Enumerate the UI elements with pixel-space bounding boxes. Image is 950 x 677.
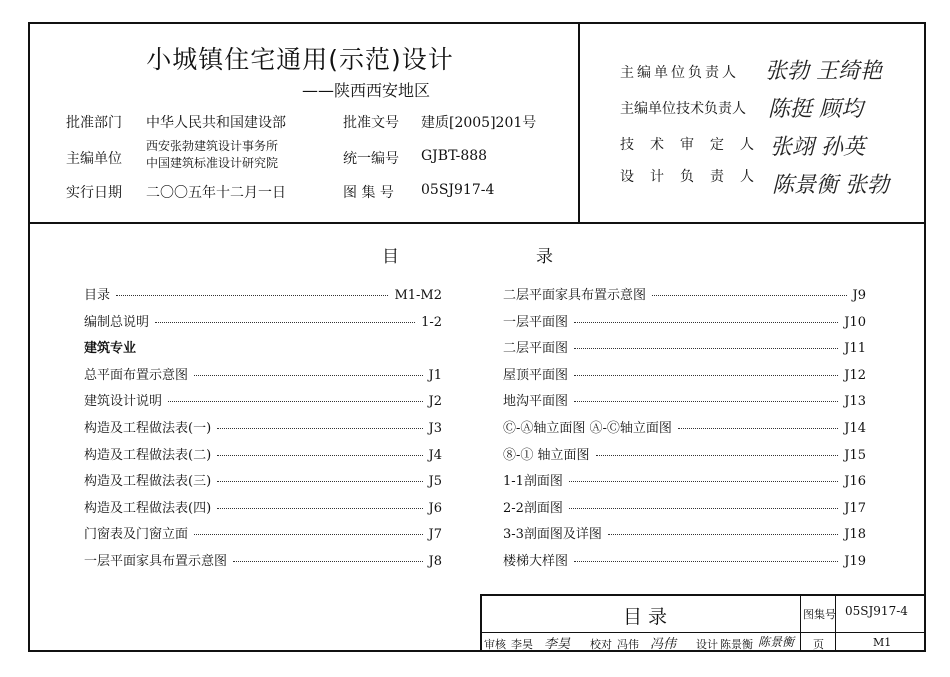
title-block-check-label: 校对 [590, 638, 612, 651]
toc-entry-page: J3 [428, 421, 442, 436]
toc-entry-page: J2 [428, 394, 442, 410]
title-block-review-name: 李昊 [511, 638, 533, 651]
toc-entry-page: J9 [852, 288, 866, 303]
toc-entry-page: J17 [844, 500, 866, 516]
toc-entry [503, 550, 866, 568]
toc-entry-title: Ⓒ-Ⓐ轴立面图 Ⓐ-Ⓒ轴立面图 [503, 421, 672, 436]
toc-leader-dots [217, 455, 422, 456]
toc-entry [84, 417, 442, 435]
toc-entry-page: J10 [844, 314, 866, 330]
unified-no-label: 统一编号 [343, 151, 399, 167]
toc-entry-page: J7 [428, 527, 442, 543]
toc-entry-page: J12 [844, 367, 866, 383]
title-block-check-name: 冯伟 [617, 638, 639, 651]
toc-entry [503, 523, 866, 541]
title-block-review-sig: 李昊 [544, 637, 571, 652]
title-block-atlas-no: 05SJ917-4 [845, 604, 908, 618]
approval-dept: 中华人民共和国建设部 [146, 115, 286, 131]
toc-entry-page: J11 [844, 341, 866, 357]
toc-leader-dots [678, 428, 838, 429]
toc-entry-title: 构造及工程做法表(二) [84, 447, 212, 463]
document-title: 小城镇住宅通用(示范)设计 [146, 45, 454, 74]
toc-entry-page: M1-M2 [394, 288, 442, 303]
toc-entry [503, 444, 866, 462]
toc-leader-dots [574, 348, 838, 349]
toc-entry [84, 390, 442, 408]
title-block-design-name: 陈景衡 [720, 638, 753, 651]
toc-entry-page: J19 [844, 554, 866, 569]
chief-tech-head-signatures: 陈挺 顾均 [768, 97, 863, 122]
toc-entry [84, 550, 442, 568]
effective-date: 二〇〇五年十二月一日 [146, 185, 286, 201]
atlas-no-label: 图 集 号 [343, 185, 394, 201]
toc-leader-dots [217, 508, 422, 509]
toc-entry-page: J6 [428, 500, 442, 516]
toc-leader-dots [233, 561, 423, 562]
toc-entry-title: 目录 [84, 288, 111, 303]
toc-section-title: 建筑专业 [84, 341, 137, 357]
toc-leader-dots [608, 534, 838, 535]
toc-entry-title: 2-2剖面图 [503, 500, 563, 516]
toc-entry-title: 二层平面家具布置示意图 [503, 288, 647, 303]
toc-entry-title: 构造及工程做法表(三) [84, 474, 212, 490]
toc-entry [503, 470, 866, 488]
title-block-review-label: 审核 [484, 638, 506, 651]
toc-leader-dots [652, 295, 847, 296]
toc-entry-page: J13 [844, 394, 866, 410]
toc-entry-title: 二层平面图 [503, 341, 569, 357]
toc-leader-dots [194, 534, 423, 535]
toc-leader-dots [574, 561, 838, 562]
toc-leader-dots [217, 428, 422, 429]
toc-leader-dots [574, 375, 838, 376]
toc-entry-title: 构造及工程做法表(四) [84, 500, 212, 516]
chief-unit-label: 主编单位 [66, 151, 122, 167]
toc-leader-dots [569, 481, 838, 482]
toc-entry [503, 497, 866, 515]
toc-entry-title: 屋顶平面图 [503, 367, 569, 383]
toc-entry [84, 497, 442, 515]
toc-entry [503, 364, 866, 382]
toc-leader-dots [168, 401, 423, 402]
toc-entry-title: 地沟平面图 [503, 394, 569, 410]
toc-leader-dots [596, 455, 839, 456]
unified-no: GJBT-888 [421, 148, 488, 164]
toc-leader-dots [217, 481, 422, 482]
toc-entry [503, 311, 866, 329]
toc-leader-dots [574, 401, 838, 402]
title-block-page-label: 页 [813, 638, 824, 651]
toc-entry-title: 编制总说明 [84, 314, 150, 330]
toc-entry [84, 470, 442, 488]
toc-entry-title: 3-3剖面图及详图 [503, 527, 602, 543]
toc-entry-title: 构造及工程做法表(一) [84, 421, 212, 436]
toc-entry-title: 一层平面图 [503, 314, 569, 330]
toc-leader-dots [155, 322, 415, 323]
toc-entry-page: J5 [428, 474, 442, 490]
toc-entry [503, 337, 866, 355]
toc-entry-title: 1-1剖面图 [503, 474, 563, 490]
toc-entry-page: J1 [428, 367, 442, 383]
title-block-name: 目 录 [622, 606, 668, 628]
tech-reviewer-label: 技术审定人 [620, 137, 770, 153]
toc-leader-dots [569, 508, 838, 509]
toc-entry [84, 364, 442, 382]
toc-entry-title: 建筑设计说明 [84, 394, 163, 410]
title-block-page-no: M1 [873, 636, 892, 649]
toc-leader-dots [116, 295, 388, 296]
toc-entry-page: J16 [844, 474, 866, 490]
toc-entry [503, 417, 866, 435]
chief-unit-head-signatures: 张勃 王绮艳 [765, 59, 882, 84]
toc-entry [84, 444, 442, 462]
title-block-design-label: 设计 [696, 638, 718, 651]
approval-doc: 建质[2005]201号 [421, 115, 537, 131]
toc-entry-page: J8 [428, 554, 442, 569]
header-vertical-divider [578, 22, 580, 223]
toc-leader-dots [574, 322, 838, 323]
toc-entry [84, 284, 442, 302]
chief-unit-line2: 中国建筑标准设计研究院 [146, 156, 279, 170]
toc-entry-title: 门窗表及门窗立面 [84, 527, 189, 543]
approval-doc-label: 批准文号 [343, 115, 399, 131]
atlas-no: 05SJ917-4 [421, 182, 495, 198]
chief-tech-head-label: 主编单位技术负责人 [620, 101, 746, 117]
toc-section-heading [84, 337, 442, 355]
approval-dept-label: 批准部门 [66, 115, 122, 131]
toc-entry [84, 523, 442, 541]
toc-entry-title: 楼梯大样图 [503, 554, 569, 569]
design-lead-signatures: 陈景衡 张勃 [772, 173, 889, 198]
toc-entry [503, 390, 866, 408]
toc-entry [84, 311, 442, 329]
chief-unit-head-label: 主编单位负责人 [620, 65, 739, 81]
document-subtitle: ——陕西西安地区 [301, 81, 430, 100]
title-block-atlas-label: 图集号 [803, 608, 836, 621]
toc-entry-page: J14 [844, 421, 866, 436]
tech-reviewer-signatures: 张翊 孙英 [770, 135, 865, 160]
toc-entry-title: 总平面布置示意图 [84, 367, 189, 383]
toc-entry-title: ⑧-① 轴立面图 [503, 447, 590, 463]
toc-entry-page: 1-2 [421, 314, 442, 330]
effective-date-label: 实行日期 [66, 185, 122, 201]
toc-entry-page: J4 [428, 447, 442, 463]
toc-entry-title: 一层平面家具布置示意图 [84, 554, 228, 569]
design-lead-label: 设计负责人 [620, 169, 770, 185]
toc-leader-dots [194, 375, 423, 376]
header-divider [28, 222, 926, 224]
toc-heading-left: 目 [382, 247, 399, 267]
title-block-design-sig: 陈景衡 [758, 635, 795, 649]
toc-heading-right: 录 [536, 247, 553, 267]
toc-entry-page: J18 [844, 527, 866, 543]
toc-entry [503, 284, 866, 302]
title-block-check-sig: 冯伟 [650, 637, 677, 652]
toc-entry-page: J15 [844, 447, 866, 463]
chief-unit-line1: 西安张勃建筑设计事务所 [146, 139, 279, 153]
